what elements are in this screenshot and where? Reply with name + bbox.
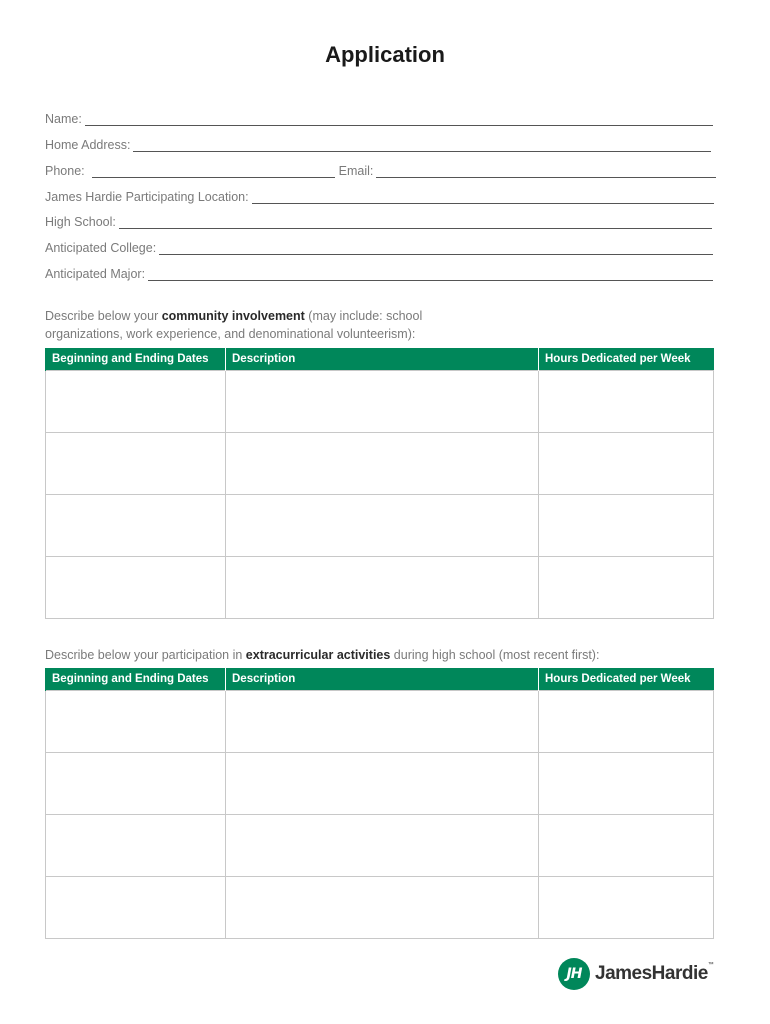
home-address-input-line[interactable] — [133, 139, 711, 152]
name-field — [45, 110, 713, 126]
college-field — [45, 239, 713, 255]
james-hardie-logo-icon: JH — [558, 958, 590, 990]
hours-cell[interactable] — [539, 753, 714, 815]
home-address-field — [45, 136, 711, 152]
table-row — [46, 753, 714, 815]
dates-cell[interactable] — [46, 691, 226, 753]
email-label: Email: — [338, 164, 374, 178]
column-header: Description — [226, 668, 539, 691]
location-label: James Hardie Participating Location: — [45, 190, 249, 204]
trademark-symbol: ™ — [707, 962, 714, 968]
table-row — [46, 557, 714, 619]
table-header-row — [46, 348, 714, 371]
table-row — [46, 495, 714, 557]
description-cell[interactable] — [226, 371, 539, 433]
description-cell[interactable] — [226, 691, 539, 753]
major-label: Anticipated Major: — [45, 267, 146, 281]
page-title: Application — [325, 42, 445, 67]
description-cell[interactable] — [226, 815, 539, 877]
high-school-field — [45, 213, 712, 229]
table-row — [46, 433, 714, 495]
community-bold: community involvement — [161, 309, 305, 323]
major-field — [45, 265, 713, 281]
high-school-input-line[interactable] — [119, 216, 712, 229]
hours-cell[interactable] — [539, 495, 714, 557]
extracurricular-instructions: Describe below your participation in extracurricular activities during high school (most recent first): — [45, 648, 600, 662]
table-header-row — [46, 668, 714, 691]
location-input-line[interactable] — [252, 191, 714, 204]
phone-label: Phone: — [45, 164, 85, 178]
hours-cell[interactable] — [539, 371, 714, 433]
hours-cell[interactable] — [539, 877, 714, 939]
dates-cell[interactable] — [46, 877, 226, 939]
location-field — [45, 188, 714, 204]
name-input-line[interactable] — [85, 113, 713, 126]
email-input-line[interactable] — [376, 165, 716, 178]
column-header: Hours Dedicated per Week — [539, 668, 714, 691]
extracurricular-table — [45, 668, 714, 939]
name-label: Name: — [45, 112, 82, 126]
column-header: Beginning and Ending Dates — [46, 348, 226, 371]
community-instructions: Describe below your community involvement (may include: school organizations, work experience, and denominational volunteerism): — [45, 309, 423, 341]
table-row — [46, 371, 714, 433]
column-header: Hours Dedicated per Week — [539, 348, 714, 371]
dates-cell[interactable] — [46, 433, 226, 495]
community-table — [45, 348, 714, 619]
dates-cell[interactable] — [46, 495, 226, 557]
major-input-line[interactable] — [148, 268, 713, 281]
high-school-label: High School: — [45, 215, 116, 229]
table-row — [46, 877, 714, 939]
hours-cell[interactable] — [539, 433, 714, 495]
hours-cell[interactable] — [539, 557, 714, 619]
james-hardie-logo — [558, 958, 714, 990]
phone-input-line[interactable] — [92, 165, 335, 178]
home-address-label: Home Address: — [45, 138, 131, 152]
description-cell[interactable] — [226, 877, 539, 939]
dates-cell[interactable] — [46, 557, 226, 619]
dates-cell[interactable] — [46, 371, 226, 433]
college-label: Anticipated College: — [45, 241, 157, 255]
description-cell[interactable] — [226, 495, 539, 557]
hours-cell[interactable] — [539, 691, 714, 753]
description-cell[interactable] — [226, 557, 539, 619]
dates-cell[interactable] — [46, 753, 226, 815]
description-cell[interactable] — [226, 433, 539, 495]
description-cell[interactable] — [226, 753, 539, 815]
phone-email-field — [45, 162, 716, 178]
table-row — [46, 691, 714, 753]
column-header: Beginning and Ending Dates — [46, 668, 226, 691]
extracurricular-bold: extracurricular activities — [245, 648, 391, 662]
table-row — [46, 815, 714, 877]
dates-cell[interactable] — [46, 815, 226, 877]
logo-wordmark: JamesHardie — [595, 963, 708, 984]
column-header: Description — [226, 348, 539, 371]
hours-cell[interactable] — [539, 815, 714, 877]
college-input-line[interactable] — [159, 242, 713, 255]
